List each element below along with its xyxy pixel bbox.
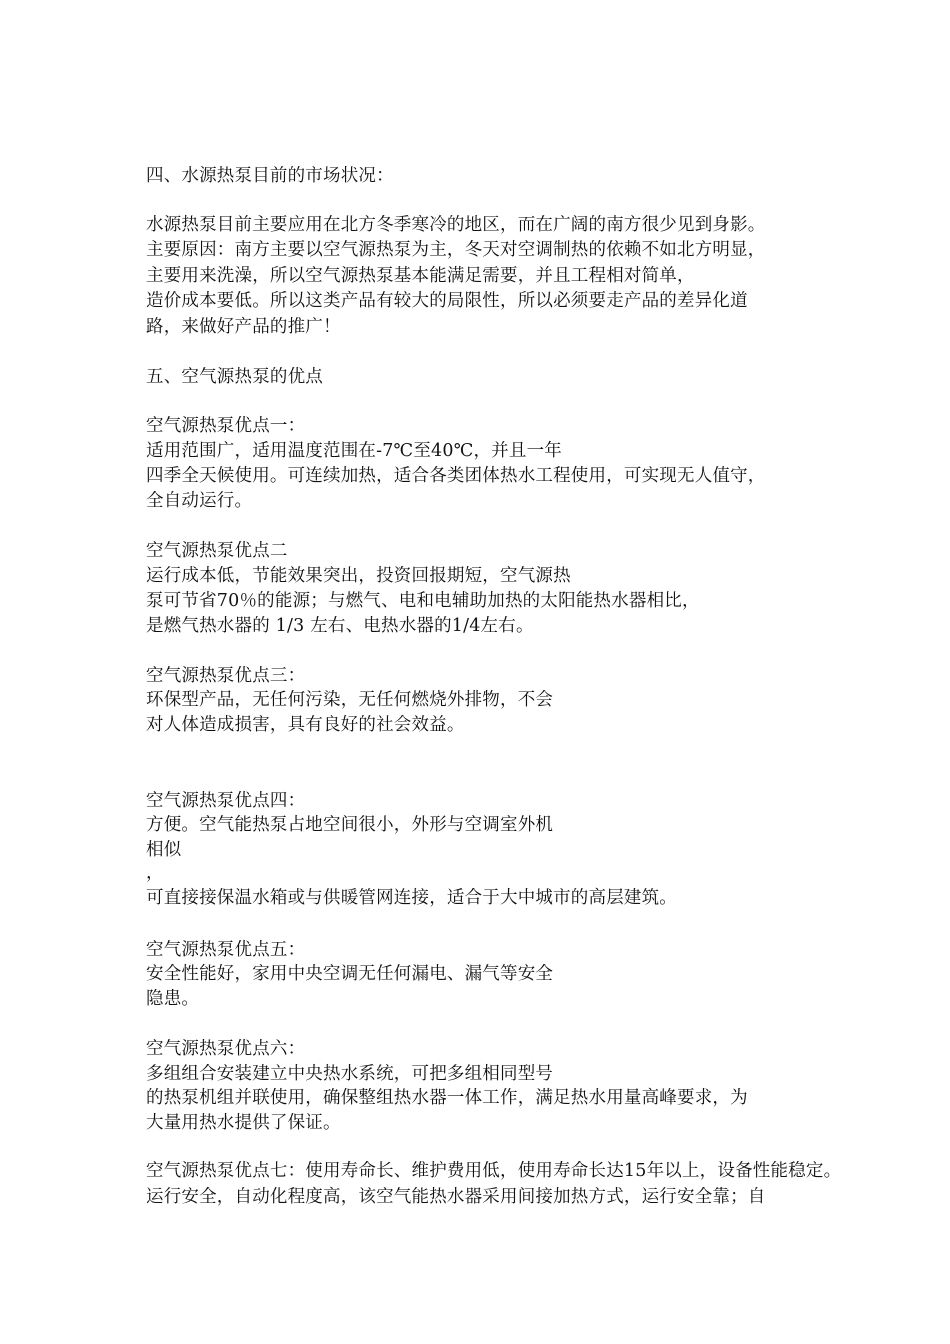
- advantage-1-line-2: 四季全天候使用。可连续加热，适合各类团体热水工程使用，可实现无人值守，: [146, 466, 766, 486]
- advantage-4-line-3: ，: [146, 863, 164, 883]
- advantage-3-line-1: 环保型产品，无任何污染，无任何燃烧外排物，不会: [146, 690, 554, 710]
- advantage-6-title: 空气源热泵优点六：: [146, 1039, 306, 1059]
- section-4-line-5: 路，来做好产品的推广！: [146, 317, 341, 337]
- advantage-6-line-1: 多组组合安装建立中央热水系统，可把多组相同型号: [146, 1064, 554, 1084]
- section-4-line-4: 造价成本要低。所以这类产品有较大的局限性，所以必须要走产品的差异化道: [146, 291, 748, 311]
- advantage-5-title: 空气源热泵优点五：: [146, 940, 306, 960]
- advantage-1-line-3: 全自动运行。: [146, 491, 253, 511]
- advantage-6-line-2: 的热泵机组并联使用，确保整组热水器一体工作，满足热水用量高峰要求，为: [146, 1088, 748, 1108]
- advantage-5-line-1: 安全性能好，家用中央空调无任何漏电、漏气等安全: [146, 964, 554, 984]
- advantage-2-line-2: 泵可节省70％的能源；与燃气、电和电辅助加热的太阳能热水器相比，: [146, 591, 700, 611]
- advantage-6-line-3: 大量用热水提供了保证。: [146, 1113, 341, 1133]
- section-4-line-3: 主要用来洗澡，所以空气源热泵基本能满足需要，并且工程相对简单，: [146, 266, 695, 286]
- advantage-7-line-1: 空气源热泵优点七：使用寿命长、维护费用低，使用寿命长达15年以上，设备性能稳定。: [146, 1161, 842, 1181]
- advantage-2-line-1: 运行成本低，节能效果突出，投资回报期短，空气源热: [146, 566, 571, 586]
- advantage-5-line-2: 隐患。: [146, 989, 200, 1009]
- advantage-4-line-1: 方便。空气能热泵占地空间很小，外形与空调室外机: [146, 815, 554, 835]
- advantage-4-line-4: 可直接接保温水箱或与供暖管网连接，适合于大中城市的高层建筑。: [146, 888, 677, 908]
- advantage-4-title: 空气源热泵优点四：: [146, 791, 306, 811]
- section-4-line-2: 主要原因：南方主要以空气源热泵为主，冬天对空调制热的依赖不如北方明显，: [146, 240, 766, 260]
- advantage-1-title: 空气源热泵优点一：: [146, 416, 306, 436]
- advantage-3-title: 空气源热泵优点三：: [146, 666, 306, 686]
- section-4-line-1: 水源热泵目前主要应用在北方冬季寒冷的地区，而在广阔的南方很少见到身影。: [146, 215, 766, 235]
- section-4-heading: 四、水源热泵目前的市场状况：: [146, 166, 394, 186]
- advantage-4-line-2: 相似: [146, 840, 182, 860]
- advantage-3-line-2: 对人体造成损害，具有良好的社会效益。: [146, 715, 465, 735]
- advantage-2-line-3: 是燃气热水器的 1/3 左右、电热水器的1/4左右。: [146, 616, 534, 636]
- advantage-2-title: 空气源热泵优点二: [146, 541, 288, 561]
- advantage-7-line-2: 运行安全，自动化程度高，该空气能热水器采用间接加热方式，运行安全靠；自: [146, 1187, 766, 1207]
- section-5-heading: 五、空气源热泵的优点: [146, 367, 323, 387]
- advantage-1-line-1: 适用范围广，适用温度范围在-7℃至40℃，并且一年: [146, 441, 562, 461]
